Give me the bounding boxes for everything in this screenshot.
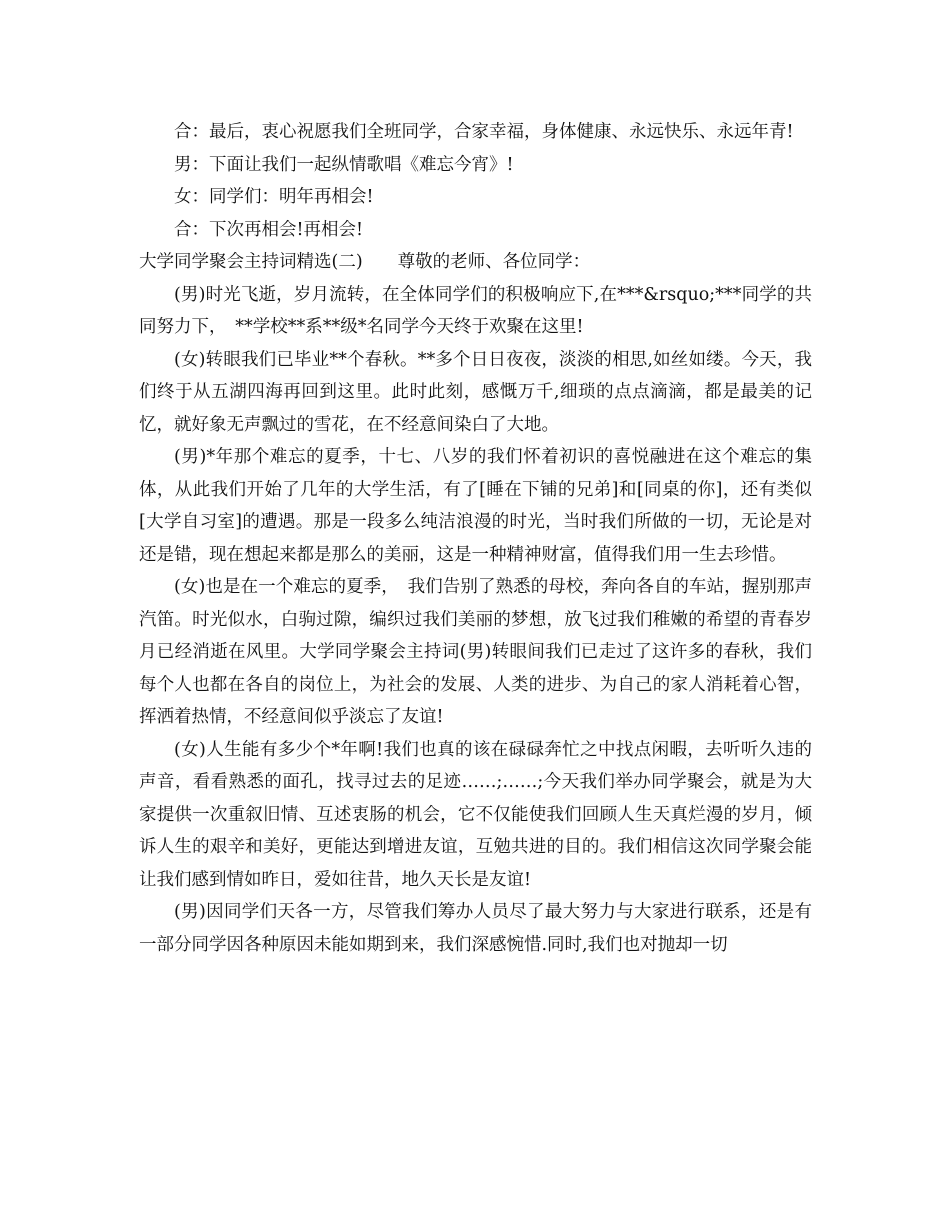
paragraph-female-farewell: 女：同学们：明年再相会!: [174, 187, 374, 207]
paragraph-male-opening: (男)时光飞逝，岁月流转，在全体同学们的积极响应下,在***&rsquo;***同学的共同努力下， **学校**系**级*名同学今天终于欢聚在这里!: [139, 284, 812, 337]
paragraph-female-years: (女)转眼我们已毕业**个春秋。**多个日日夜夜，淡淡的相思,如丝如缕。今天，我们终于从五湖四海再回到这里。此时此刻，感慨万千,细琐的点点滴滴，都是最美的记忆，就好象无声飘过的雪花，在不经意间染白了大地。: [139, 349, 812, 435]
paragraph-closing-wish: 合：最后，衷心祝愿我们全班同学，合家幸福，身体健康、永远快乐、永远年青!: [174, 122, 794, 142]
paragraph-together-farewell: 合：下次再相会!再相会!: [174, 219, 364, 240]
paragraph-male-song: 男：下面让我们一起纵情歌唱《难忘今宵》!: [174, 154, 514, 175]
document-body: [139, 116, 812, 961]
paragraph-male-absent: (男)因同学们天各一方，尽管我们筹办人员尽了最大努力与大家进行联系，还是有一部分同学因各种原因未能如期到来，我们深感惋惜.同时,我们也对抛却一切: [139, 902, 812, 955]
paragraph-female-summer: (女)也是在一个难忘的夏季， 我们告别了熟悉的母校，奔向各自的车站，握别那声汽笛。时光似水，白驹过隙，编织过我们美丽的梦想，放飞过我们稚嫩的希望的青春岁月已经消逝在风里。大学同学聚会主持词(男)转眼间我们已走过了这许多的春秋，我们每个人也都在各自的岗位上，为社会的发展、人类的进步、为自己的家人消耗着心智，挥洒着热情，不经意间似乎淡忘了友谊!: [139, 577, 812, 727]
section-heading: 大学同学聚会主持词精选(二) 尊敬的老师、各位同学：: [139, 252, 591, 272]
paragraph-male-summer: (男)*年那个难忘的夏季，十七、八岁的我们怀着初识的喜悦融进在这个难忘的集体，从此我们开始了几年的大学生活，有了[睡在下铺的兄弟]和[同桌的你]，还有类似[大学自习室]的遭遇。那是一段多么纯洁浪漫的时光，当时我们所做的一切，无论是对还是错，现在想起来都是那么的美丽，这是一种精神财富，值得我们用一生去珍惜。: [139, 447, 812, 565]
paragraph-female-life: (女)人生能有多少个*年啊!我们也真的该在碌碌奔忙之中找点闲暇，去听听久违的声音，看看熟悉的面孔，找寻过去的足迹……;……;今天我们举办同学聚会，就是为大家提供一次重叙旧情、互述衷肠的机会，它不仅能使我们回顾人生天真烂漫的岁月，倾诉人生的艰辛和美好，更能达到增进友谊，互勉共进的目的。我们相信这次同学聚会能让我们感到情如昨日，爱如往昔，地久天长是友谊!: [139, 739, 812, 890]
